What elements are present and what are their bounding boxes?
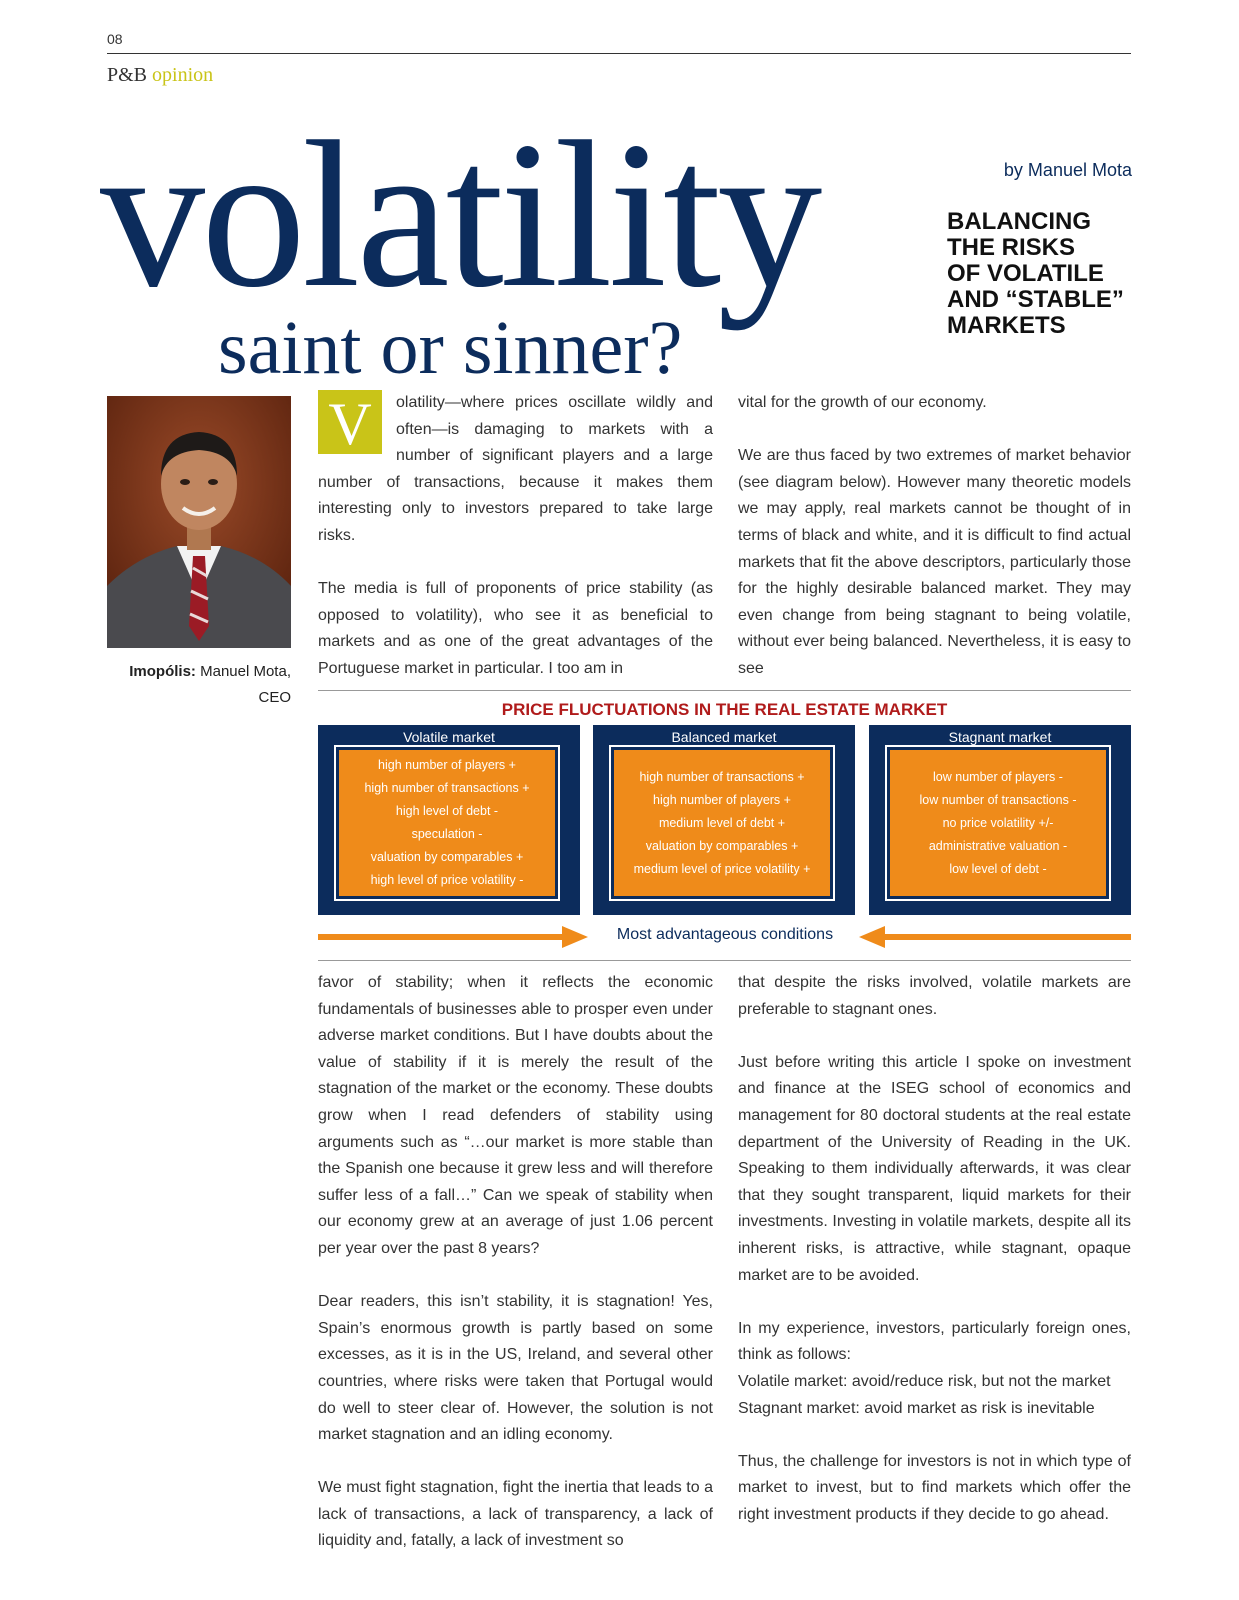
box-title: Balanced market <box>671 729 777 745</box>
drop-cap: V <box>318 390 382 454</box>
headline: volatility <box>100 99 819 331</box>
caption-person: Manuel Mota, CEO <box>200 663 291 706</box>
header-rule <box>107 53 1131 54</box>
box-frame <box>885 745 1111 901</box>
photo-caption <box>107 659 291 711</box>
paragraph: Thus, the challenge for investors is not in which type of market to invest, but to find markets which offer the right investment products if they decide to go ahead. <box>738 1452 1131 1523</box>
paragraph: We are thus faced by two extremes of market behavior (see diagram below). However many theoretic models we may apply, real markets cannot be thought of in terms of black and white, and it is difficult to find actual markets that fit the above descriptors, particularly those for the highly desirable balanced market. They may even change from being stagnant to being volatile, without ever being balanced. Nevertheless, it is easy to see <box>738 447 1131 677</box>
arrow-label: Most advantageous conditions <box>616 926 834 943</box>
box-content <box>890 750 1106 896</box>
deck-line: THE RISKS <box>947 234 1076 261</box>
box-line: high number of transactions + <box>639 769 805 784</box>
column-2-top <box>738 390 1131 683</box>
column-1-top <box>318 390 713 683</box>
paragraph: The media is full of proponents of price stability (as opposed to volatility), who see it as beneficial to markets and as one of the great advantages of the Portuguese market in particular. I too am in <box>318 580 713 677</box>
paragraph: Dear readers, this isn’t stability, it is stagnation! Yes, Spain’s enormous growth is partly based on some excesses, as it is in the US, Ireland, and several other countries, where risks were taken that Portugal would do well to steer clear of. However, the solution is not market stagnation and an idling economy. <box>318 1293 713 1444</box>
section-brand: P&B <box>107 64 148 86</box>
paragraph: Volatile market: avoid/reduce risk, but not the market <box>738 1372 1111 1390</box>
volatile-market-box <box>318 725 580 915</box>
box-line: low number of players - <box>933 769 1063 784</box>
paragraph: favor of stability; when it reflects the economic fundamentals of businesses able to prosper even under adverse market conditions. But I have doubts about the value of stability if it is merely the result of the stagnation of the market or the economy. These doubts grow when I read defenders of stability using arguments such as “…our market is more stable than the Spanish one because it grew less and will therefore suffer less of a fall…” Can we speak of stability when our economy grew at an average of just 1.06 percent per year over the past 8 years? <box>318 974 713 1257</box>
box-line: high level of debt - <box>395 804 499 818</box>
diagram-title: PRICE FLUCTUATIONS IN THE REAL ESTATE MARKET <box>501 700 948 719</box>
box-content <box>339 750 555 896</box>
column-1-bottom <box>318 970 713 1555</box>
box-title: Volatile market <box>403 729 495 745</box>
caption-company: Imopólis: <box>129 663 196 680</box>
box-line: high number of transactions + <box>364 781 530 795</box>
box-frame <box>334 745 560 901</box>
stagnant-market-box <box>869 725 1131 915</box>
paragraph: Stagnant market: avoid market as risk is inevitable <box>738 1399 1095 1417</box>
diagram-top-rule <box>318 690 1131 691</box>
byline: by Manuel Mota <box>1003 160 1132 180</box>
deck-line: BALANCING <box>947 208 1091 235</box>
deck <box>947 209 1147 339</box>
box-line: speculation - <box>411 827 483 841</box>
deck-line: MARKETS <box>947 312 1066 339</box>
box-title: Stagnant market <box>948 729 1052 745</box>
section-name: opinion <box>152 64 214 86</box>
left-pointing-arrow-icon <box>859 926 885 948</box>
paragraph: We must fight stagnation, fight the inertia that leads to a lack of transactions, a lack of transparency, a lack of liquidity and, fatally, a lack of investment so <box>318 1479 713 1550</box>
deck-line: AND “STABLE” <box>947 286 1124 313</box>
page-number: 08 <box>107 31 123 47</box>
diagram-bottom-rule <box>318 960 1131 961</box>
paragraph: vital for the growth of our economy. <box>738 394 987 411</box>
paragraph: that despite the risks involved, volatile markets are preferable to stagnant ones. <box>738 974 1131 1018</box>
author-photo <box>107 396 291 648</box>
right-arrow-shaft <box>885 934 1131 940</box>
portrait-illustration <box>107 396 291 648</box>
box-line: high number of players + <box>653 792 791 807</box>
column-2-bottom <box>738 970 1131 1528</box>
box-line: high level of price volatility - <box>370 873 524 887</box>
deck-line: OF VOLATILE <box>947 260 1104 287</box>
box-frame <box>609 745 835 901</box>
box-line: valuation by comparables + <box>645 838 799 853</box>
subhead: saint or sinner? <box>218 306 683 390</box>
left-arrow-shaft <box>318 934 564 940</box>
balanced-market-box <box>593 725 855 915</box>
box-line: low number of transactions - <box>919 792 1077 807</box>
paragraph: Just before writing this article I spoke on investment and finance at the ISEG school of economics and management for 80 doctoral students at the real estate department of the University of Reading in the UK. Speaking to them individually afterwards, it was clear that they sought transparent, liquid markets for their investments. Investing in volatile markets, despite all its inherent risks, is attractive, while stagnant, opaque market are to be avoided. <box>738 1053 1131 1284</box>
box-line: low level of debt - <box>949 861 1047 876</box>
box-line: valuation by comparables + <box>370 850 524 864</box>
box-line: medium level of price volatility + <box>633 861 811 876</box>
paragraph: olatility—where prices oscillate wildly and often—is damaging to markets with a number of significant players and a large number of transactions, because it makes them interesting only to investors prepared to take large risks. <box>318 394 713 544</box>
section-tag <box>107 64 213 87</box>
box-content <box>614 750 830 896</box>
box-line: medium level of debt + <box>658 815 786 830</box>
box-line: administrative valuation - <box>928 838 1068 853</box>
box-line: high number of players + <box>378 758 516 772</box>
paragraph: In my experience, investors, particularly foreign ones, think as follows: <box>738 1319 1131 1364</box>
box-line: no price volatility +/- <box>942 815 1054 830</box>
